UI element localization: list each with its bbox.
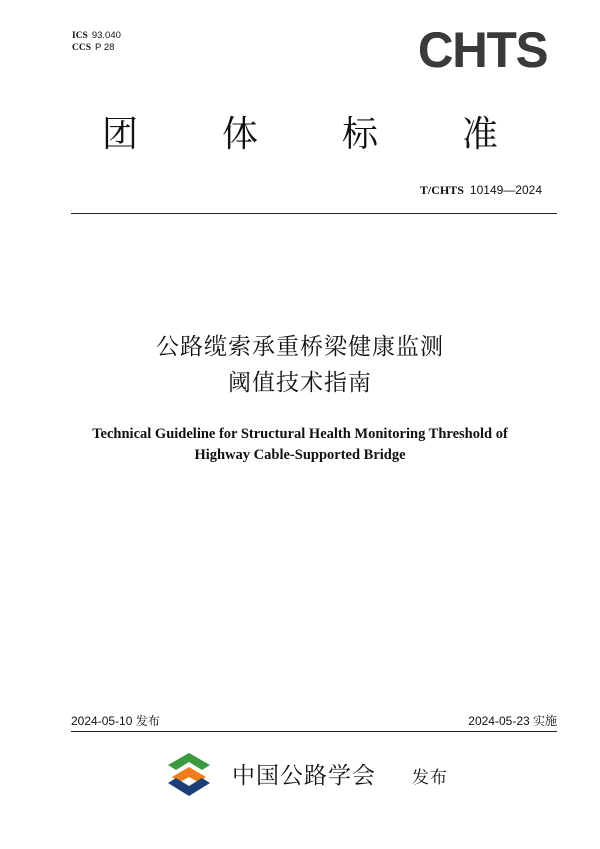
ics-code: [72, 30, 121, 42]
standard-type-char: 团: [101, 114, 138, 155]
standard-number-prefix: T/CHTS: [419, 183, 464, 197]
standard-type-char: 准: [461, 114, 498, 155]
standard-type: [0, 110, 600, 160]
title-cn-line2: 阈值技术指南: [228, 370, 372, 396]
classification-codes: [72, 30, 121, 54]
title-en-line2: Highway Cable-Supported Bridge: [194, 447, 406, 463]
ccs-label: CCS: [72, 43, 92, 53]
publisher-name: 中国公路学会: [232, 763, 376, 789]
ccs-value: P 28: [95, 42, 115, 53]
standard-type-char: 标: [341, 114, 378, 155]
ccs-code: [72, 42, 121, 54]
chts-logo: CHTS: [418, 22, 548, 78]
logo-navy-chevron: [168, 778, 210, 796]
ics-value: 93.040: [91, 30, 121, 41]
title-cn-line1: 公路缆索承重桥梁健康监测: [156, 334, 444, 360]
publisher-action: 发布: [412, 768, 448, 788]
standard-type-char: 体: [221, 114, 258, 155]
publisher-logo-icon: [166, 751, 212, 799]
standard-number: [420, 183, 542, 198]
implement-date: 2024-05-23 实施: [468, 714, 557, 728]
bottom-divider: [71, 731, 557, 732]
issue-date: 2024-05-10 发布: [71, 714, 160, 728]
top-divider: [71, 213, 557, 214]
ics-label: ICS: [72, 31, 88, 41]
standard-number-value: 10149—2024: [469, 183, 542, 197]
title-en-line1: Technical Guideline for Structural Health Monitoring Threshold of: [92, 426, 508, 442]
